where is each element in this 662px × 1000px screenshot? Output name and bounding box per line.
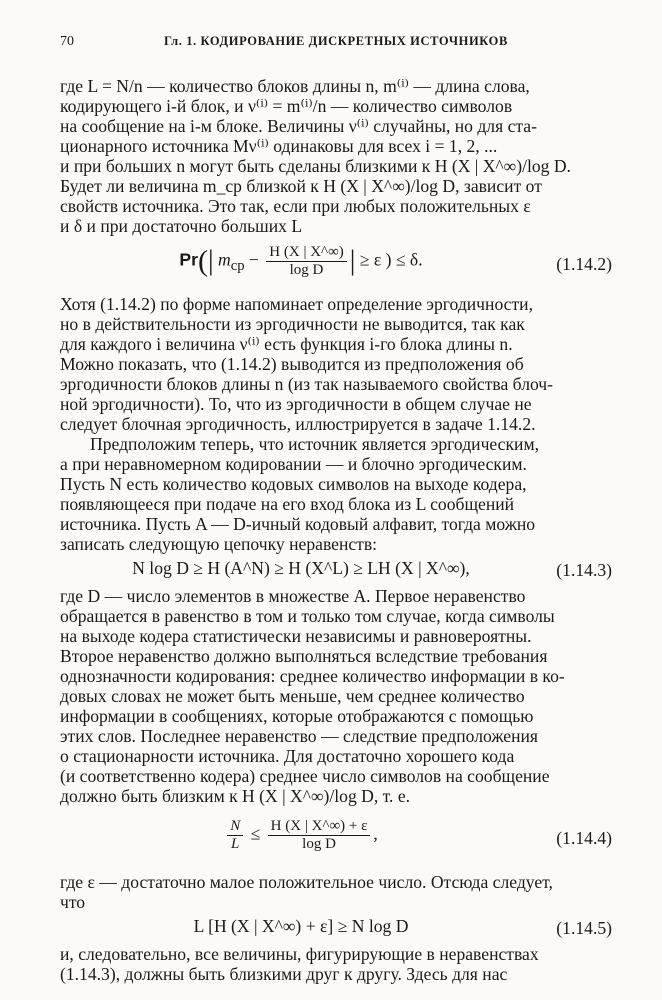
lhs-numerator: N: [227, 818, 243, 836]
text-line: свойств источника. Это так, если при любых положительных ε: [60, 196, 531, 216]
fraction-numerator: H (X | X^∞): [266, 244, 346, 262]
text-line: где D — число элементов в множестве A. Первое неравенство: [60, 586, 526, 606]
text-line: информации в сообщениях, которые отображаются с помощью: [60, 706, 534, 726]
equation-number: (1.14.2): [556, 254, 612, 274]
text-line: должно быть близким к H (X | X^∞)/log D, т. е.: [60, 786, 411, 806]
m-variable: m: [217, 249, 231, 270]
equation-1-14-4: [60, 816, 612, 862]
text-line: и δ и при достаточно больших L: [60, 216, 303, 236]
text-line: записать следующую цепочку неравенств:: [60, 534, 378, 554]
text-line: где L = N/n — количество блоков длины n, m⁽ⁱ⁾ — длина слова,: [60, 76, 530, 96]
equation-tail: ,: [373, 823, 378, 844]
minus-sign: −: [248, 249, 259, 270]
text-line: Хотя (1.14.2) по форме напоминает определение эргодичности,: [60, 294, 533, 314]
text-line: что: [60, 892, 86, 912]
text-line: о стационарности источника. Для достаточно хорошего кода: [60, 746, 515, 766]
running-head: Гл. 1. КОДИРОВАНИЕ ДИСКРЕТНЫХ ИСТОЧНИКОВ: [164, 34, 508, 48]
equation-1-14-3: [60, 558, 612, 586]
paragraph-6: [60, 944, 612, 984]
text-line: на сообщение на i-м блоке. Величины ν⁽ⁱ⁾ случайны, но для ста-: [60, 116, 537, 136]
text-line: и при больших n могут быть сделаны близкими к H (X | X^∞)/log D.: [60, 156, 571, 176]
relation-sign: ≤: [250, 823, 261, 844]
text-line: однозначности кодирования: среднее количество информации в ко-: [60, 666, 565, 686]
rhs-denominator: log D: [302, 836, 336, 852]
text-line: следует блочная эргодичность, иллюстрируется в задаче 1.14.2.: [60, 414, 536, 434]
text-line: Второе неравенство должно выполняться вследствие требования: [60, 646, 548, 666]
text-line: Будет ли величина m_ср близкой к H (X | X^∞)/log D, зависит от: [60, 176, 542, 196]
rhs-fraction: [268, 818, 371, 853]
text-line: кодирующего i-й блок, и ν⁽ⁱ⁾ = m⁽ⁱ⁾/n — количество символов: [60, 96, 513, 116]
equation-1-14-5: [60, 916, 612, 944]
rhs-numerator: H (X | X^∞) + ε: [268, 818, 371, 836]
text-line: а при неравномерном кодировании — и блочно эргодическим.: [60, 454, 527, 474]
paragraph-1: [60, 76, 612, 236]
text-line: ционарного источника Mν⁽ⁱ⁾ одинаковы для всех i = 1, 2, ...: [60, 136, 498, 156]
text-line: эргодичности блоков длины n (из так называемого свойства блоч-: [60, 374, 554, 394]
text-line: где ε — достаточно малое положительное число. Отсюда следует,: [60, 872, 553, 892]
page-number: 70: [60, 34, 74, 49]
probability-symbol: Pr: [179, 249, 198, 270]
text-line: для каждого i величина ν⁽ⁱ⁾ есть функция i-го блока длины n.: [60, 334, 513, 354]
equation-1-14-2: Pr(| $m_{ср}$ − $\frac{H (X | X\^{}\infty)}{\text{log D}}$ | ≥ ε ) ≤ δ. (1.14.2): [179, 244, 612, 278]
text-line: источника. Пусть A — D-ичный кодовый алфавит, тогда можно: [60, 514, 536, 534]
text-line: обращается в равенство в том и только том случае, когда символы: [60, 606, 555, 626]
equation-number: (1.14.5): [556, 918, 612, 938]
page-body: [60, 76, 612, 984]
text-line: но в действительности из эргодичности не выводится, так как: [60, 314, 525, 334]
text-line: Предположим теперь, что источник является эргодическим,: [90, 434, 539, 454]
equation-rhs: ≥ ε ) ≤ δ.: [359, 249, 423, 270]
equation-number: (1.14.3): [556, 560, 612, 580]
fraction: [266, 244, 346, 279]
text-line: (1.14.3), должны быть близкими друг к другу. Здесь для нас: [60, 964, 508, 984]
lhs-denominator: L: [231, 836, 240, 852]
text-line: Можно показать, что (1.14.2) выводится из предположения об: [60, 354, 524, 374]
text-line: и, следовательно, все величины, фигурирующие в неравенствах: [60, 944, 539, 964]
paragraph-3: [60, 434, 612, 554]
text-line: довых словах не может быть меньше, чем среднее количество: [60, 686, 525, 706]
text-line: на выходе кодера статистически независимы и равновероятны.: [60, 626, 532, 646]
text-line: появляющееся при подаче на его вход блока из L сообщений: [60, 494, 515, 514]
paragraph-4: [60, 586, 612, 806]
page-header: [60, 34, 602, 56]
text-line: этих слов. Последнее неравенство — следствие предположения: [60, 726, 539, 746]
equation-formula: L [H (X | X^∞) + ε] ≥ N log D: [193, 916, 409, 936]
text-line: ной эргодичности). То, что из эргодичности в общем случае не: [60, 394, 532, 414]
equation-number: (1.14.4): [556, 828, 612, 848]
equation-formula: N log D ≥ H (A^N) ≥ H (X^L) ≥ LH (X | X^∞),: [132, 558, 470, 578]
paragraph-5: [60, 872, 612, 912]
m-subscript: ср: [230, 258, 245, 275]
paragraph-2: [60, 294, 612, 434]
lhs-fraction: [227, 818, 243, 853]
fraction-denominator: log D: [289, 262, 324, 278]
text-line: Пусть N есть количество кодовых символов на выходе кодера,: [60, 474, 527, 494]
text-line: (и соответственно кодера) среднее число символов на сообщение: [60, 766, 550, 786]
